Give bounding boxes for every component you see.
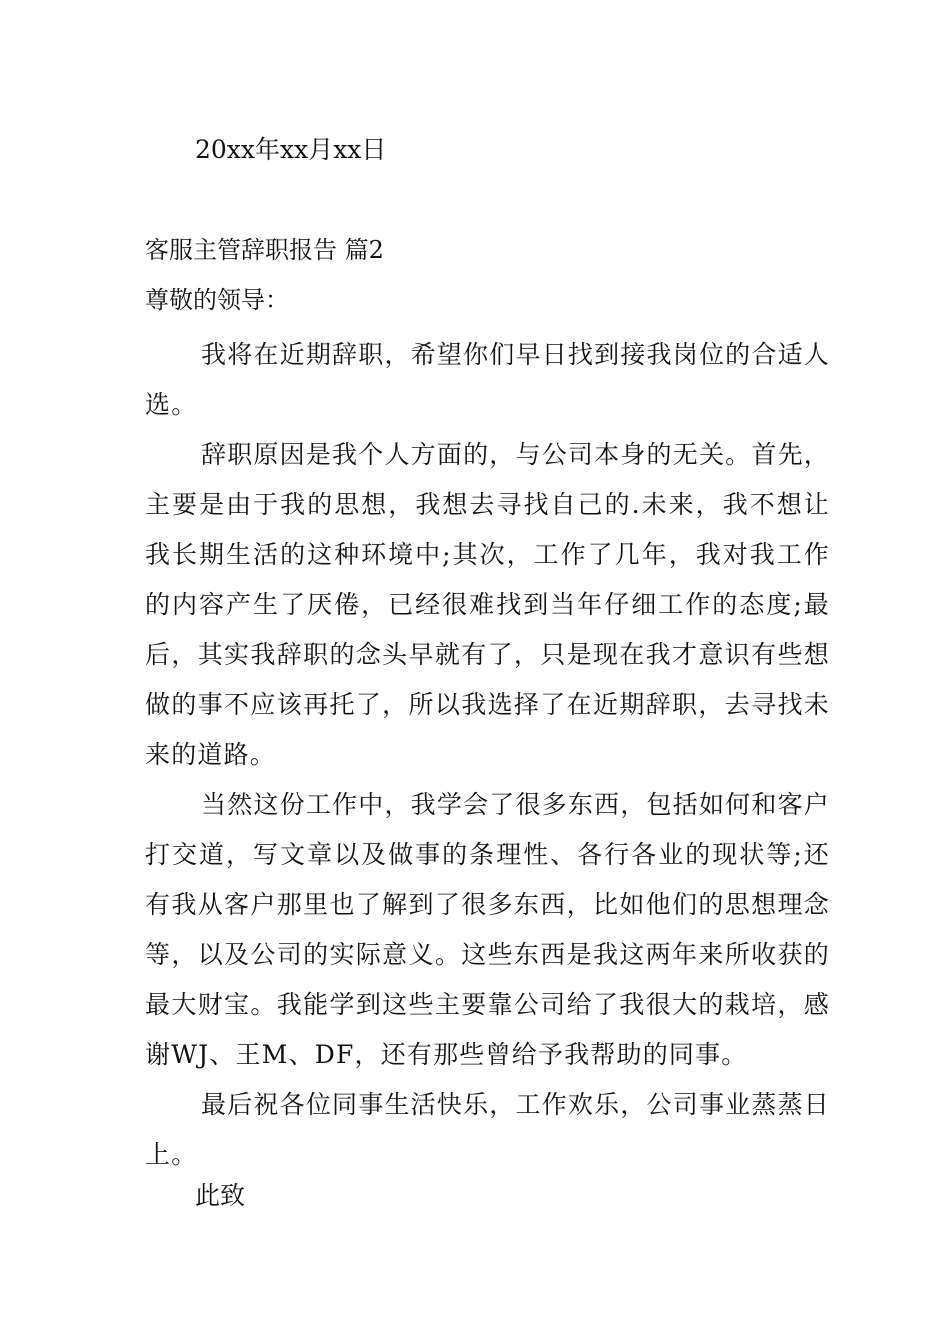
body-paragraph: 当然这份工作中，我学会了很多东西，包括如何和客户打交道，写文章以及做事的条理性、各行各业的现状等;还有我从客户那里也了解到了很多东西，比如他们的思想理念等，以及公司的实际意义。这些东西是我这两年来所收获的最大财宝。我能学到这些主要靠公司给了我很大的栽培，感谢WJ、王M、DF，还有那些曾给予我帮助的同事。 — [145, 790, 830, 1069]
body-paragraph: 我将在近期辞职，希望你们早日找到接我岗位的合适人选。 — [145, 340, 830, 419]
letter-body — [145, 330, 830, 1180]
letter-date: 20xx年xx月xx日 — [195, 135, 387, 164]
body-paragraph: 最后祝各位同事生活快乐，工作欢乐，公司事业蒸蒸日上。 — [145, 1090, 830, 1169]
closing-phrase: 此致 — [195, 1181, 246, 1210]
document-title: 客服主管辞职报告 篇2 — [145, 236, 384, 264]
salutation: 尊敬的领导： — [145, 286, 289, 314]
body-paragraph: 辞职原因是我个人方面的，与公司本身的无关。首先，主要是由于我的思想，我想去寻找自己的.未来，我不想让我长期生活的这种环境中;其次，工作了几年，我对我工作的内容产生了厌倦，已经很难找到当年仔细工作的态度;最后，其实我辞职的念头早就有了，只是现在我才意识有些想做的事不应该再托了，所以我选择了在近期辞职，去寻找未来的道路。 — [145, 440, 830, 769]
